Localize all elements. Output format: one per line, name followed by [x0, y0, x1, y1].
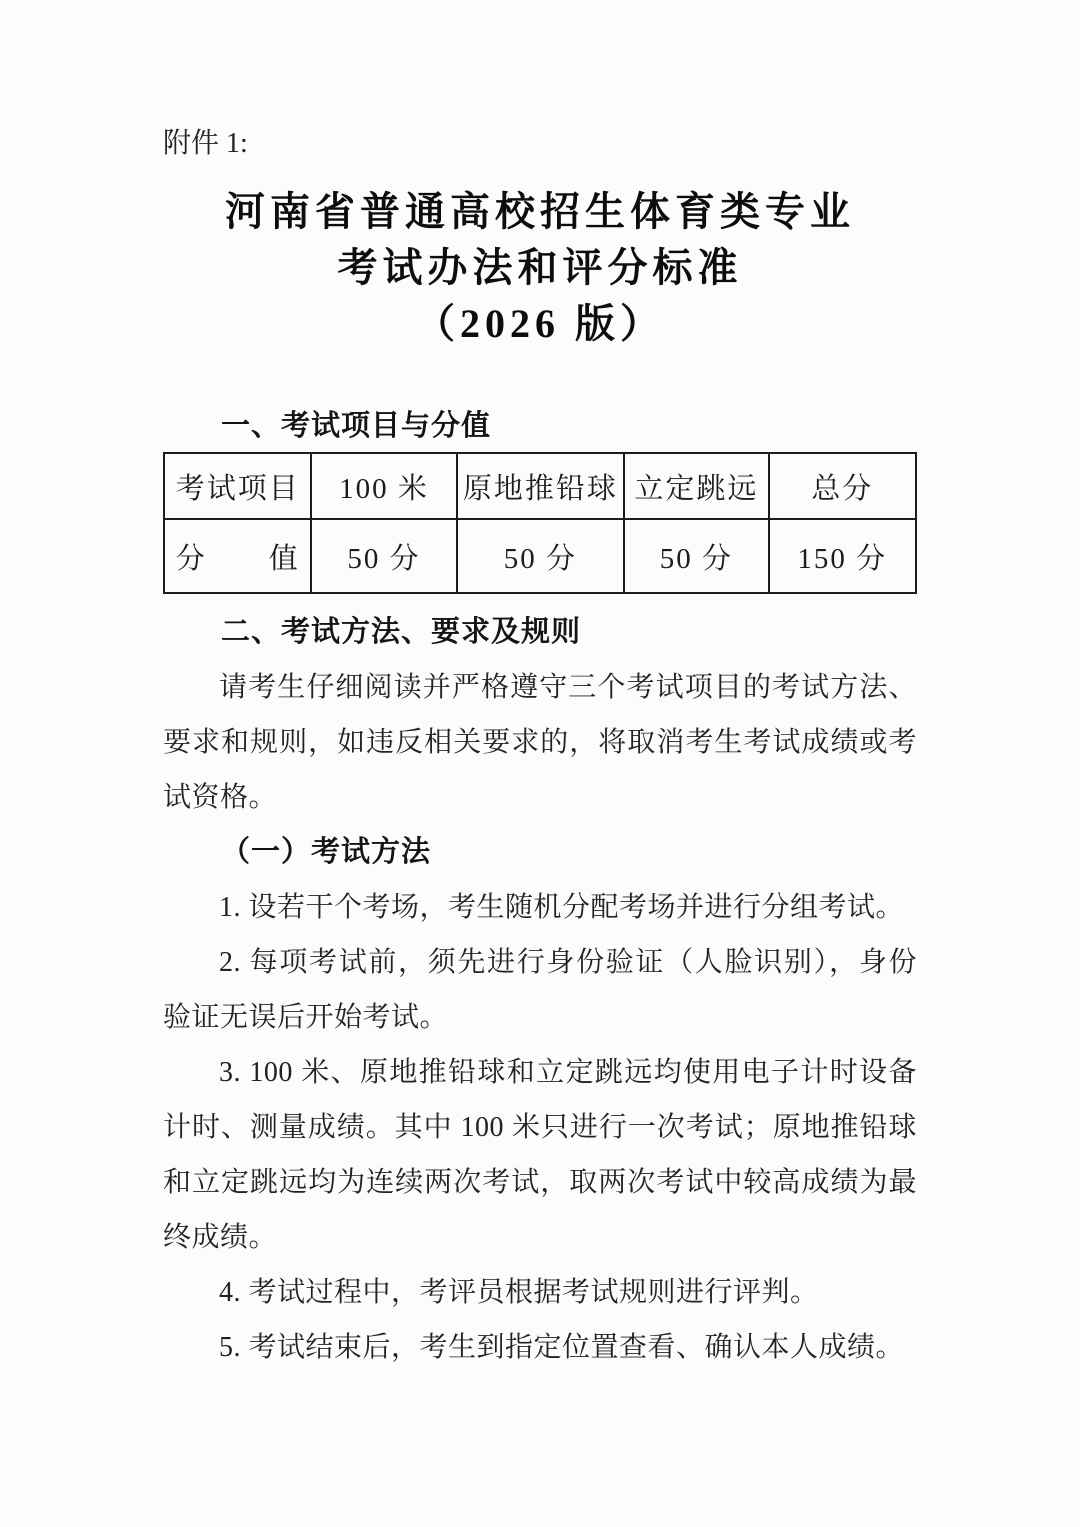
- table-cell-total-label: 总分: [769, 453, 916, 519]
- score-table: [163, 452, 917, 594]
- section-2-heading: 二、考试方法、要求及规则: [221, 616, 582, 648]
- score-table-header-row: [164, 453, 916, 519]
- title-line-3: （2026 版）: [415, 301, 665, 346]
- method-item-1: 1. 设若干个考场，考生随机分配考场并进行分组考试。: [219, 892, 905, 923]
- document-title: [163, 184, 917, 352]
- subsection-1-heading: （一）考试方法: [221, 836, 432, 868]
- method-item-2: 2. 每项考试前，须先进行身份验证（人脸识别），身份验证无误后开始考试。: [163, 947, 917, 1033]
- table-cell-exam-item-label: 考试项目: [164, 453, 311, 519]
- table-cell-shotput-label: 原地推铅球: [457, 453, 625, 519]
- table-cell-100m-label: 100 米: [311, 453, 456, 519]
- method-item-4: 4. 考试过程中，考评员根据考试规则进行评判。: [219, 1277, 819, 1308]
- method-item-3: 3. 100 米、原地推铅球和立定跳远均使用电子计时设备计时、测量成绩。其中 100 米只进行一次考试；原地推铅球和立定跳远均为连续两次考试，取两次考试中较高成绩为最终成绩。: [163, 1057, 917, 1253]
- section-1-heading: 一、考试项目与分值: [221, 410, 492, 442]
- table-cell-longjump-score: 50 分: [624, 519, 768, 593]
- section-2-intro-paragraph: 请考生仔细阅读并严格遵守三个考试项目的考试方法、要求和规则，如违反相关要求的，将取消考生考试成绩或考试资格。: [163, 672, 917, 813]
- score-table-value-row: [164, 519, 916, 593]
- table-cell-100m-score: 50 分: [311, 519, 456, 593]
- table-cell-shotput-score: 50 分: [457, 519, 625, 593]
- attachment-label: 附件 1:: [163, 128, 248, 159]
- table-cell-total-score: 150 分: [769, 519, 916, 593]
- table-cell-score-label: 分 值: [164, 519, 311, 593]
- title-line-1: 河南省普通高校招生体育类专业: [225, 189, 855, 234]
- method-item-5: 5. 考试结束后，考生到指定位置查看、确认本人成绩。: [219, 1332, 905, 1363]
- title-line-2: 考试办法和评分标准: [337, 245, 743, 290]
- table-cell-longjump-label: 立定跳远: [624, 453, 768, 519]
